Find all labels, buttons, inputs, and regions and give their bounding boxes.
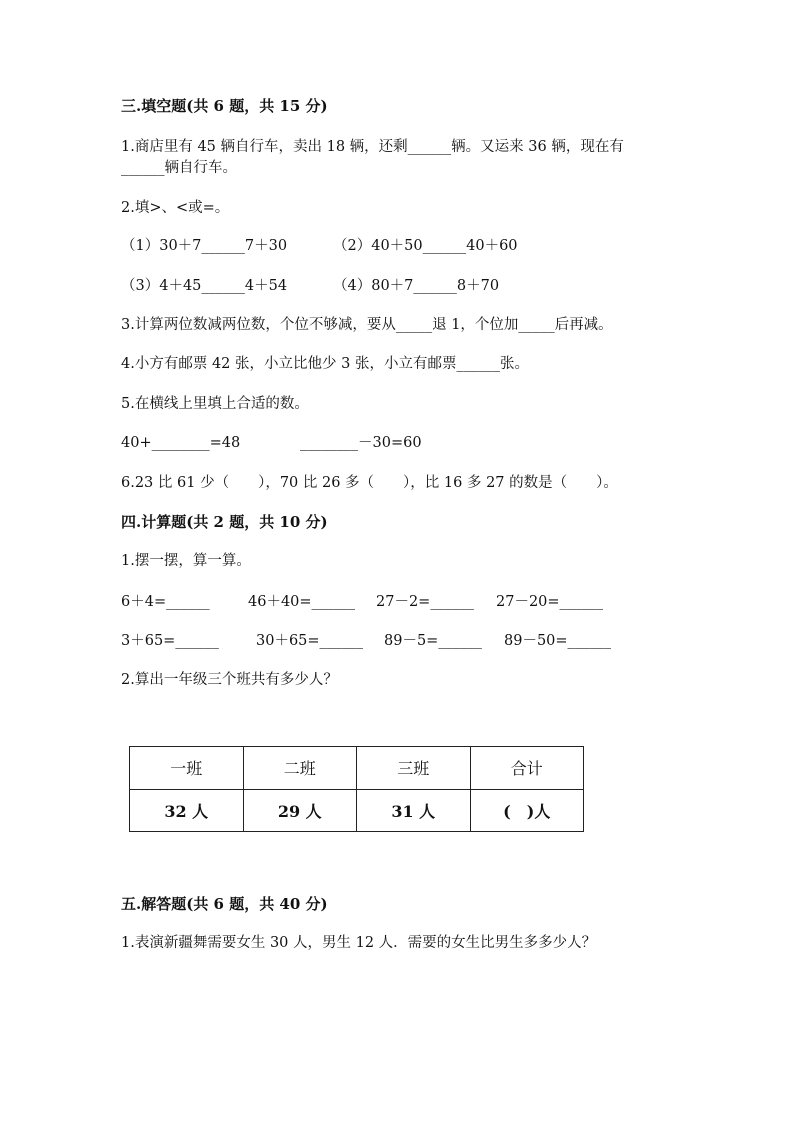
s3-q5-item-2: ________－30=60 [300,435,422,451]
s3-q5-item-1: 40+________=48 [121,435,241,451]
table-header-row [130,747,584,790]
s3-q1-line2: ______辆自行车。 [121,160,237,176]
s3-q2-item-2: （2）40＋50______40＋60 [333,238,518,254]
s4-calc-6: 30＋65=______ [256,633,364,649]
s5-q1: 1.表演新疆舞需要女生 30 人，男生 12 人．需要的女生比男生多多少人？ [121,935,597,951]
table-header-cell: 合计 [470,747,584,790]
s4-q2-stem: 2.算出一年级三个班共有多少人？ [121,672,338,688]
s3-q2-stem: 2.填>、<或=。 [121,200,230,216]
s3-q2-item-4: （4）80＋7______8＋70 [333,278,500,294]
s4-calc-1: 6＋4=______ [121,594,210,610]
s3-q2-item-3: （3）4＋45______4＋54 [121,278,288,294]
s3-q1-line1: 1.商店里有 45 辆自行车，卖出 18 辆，还剩______辆。又运来 36 辆，现在有 [121,139,624,155]
table-header-cell: 三班 [357,747,471,790]
table-value-cell: ( )人 [470,789,584,832]
table-value-cell: 29 人 [243,789,357,832]
table-value-row [130,789,584,832]
s4-calc-8: 89－50=______ [504,633,612,649]
s4-calc-3: 27－2=______ [376,594,474,610]
section3-title: 三.填空题(共 6 题，共 15 分) [121,97,328,115]
s3-q4: 4.小方有邮票 42 张，小立比他少 3 张，小立有邮票______张。 [121,356,529,372]
table-value-cell: 31 人 [357,789,471,832]
s3-q2-item-1: （1）30＋7______7＋30 [121,238,288,254]
section4-title: 四.计算题(共 2 题，共 10 分) [121,513,328,531]
table-value-cell: 32 人 [130,789,244,832]
s3-q3: 3.计算两位数减两位数，个位不够减，要从_____退 1，个位加_____后再减。 [121,317,613,333]
s4-calc-5: 3＋65=______ [121,633,219,649]
section5-title: 五.解答题(共 6 题，共 40 分) [121,895,328,913]
s4-calc-7: 89－5=______ [384,633,482,649]
table-header-cell: 二班 [243,747,357,790]
table-header-cell: 一班 [130,747,244,790]
class-count-table [129,746,584,832]
s3-q5-stem: 5.在横线上里填上合适的数。 [121,396,309,412]
s4-q1-stem: 1.摆一摆，算一算。 [121,553,251,569]
s3-q6: 6.23 比 61 少（ ），70 比 26 多（ ），比 16 多 27 的数是（ ）。 [121,475,618,491]
s4-calc-4: 27－20=______ [496,594,604,610]
s4-calc-2: 46＋40=______ [248,594,356,610]
